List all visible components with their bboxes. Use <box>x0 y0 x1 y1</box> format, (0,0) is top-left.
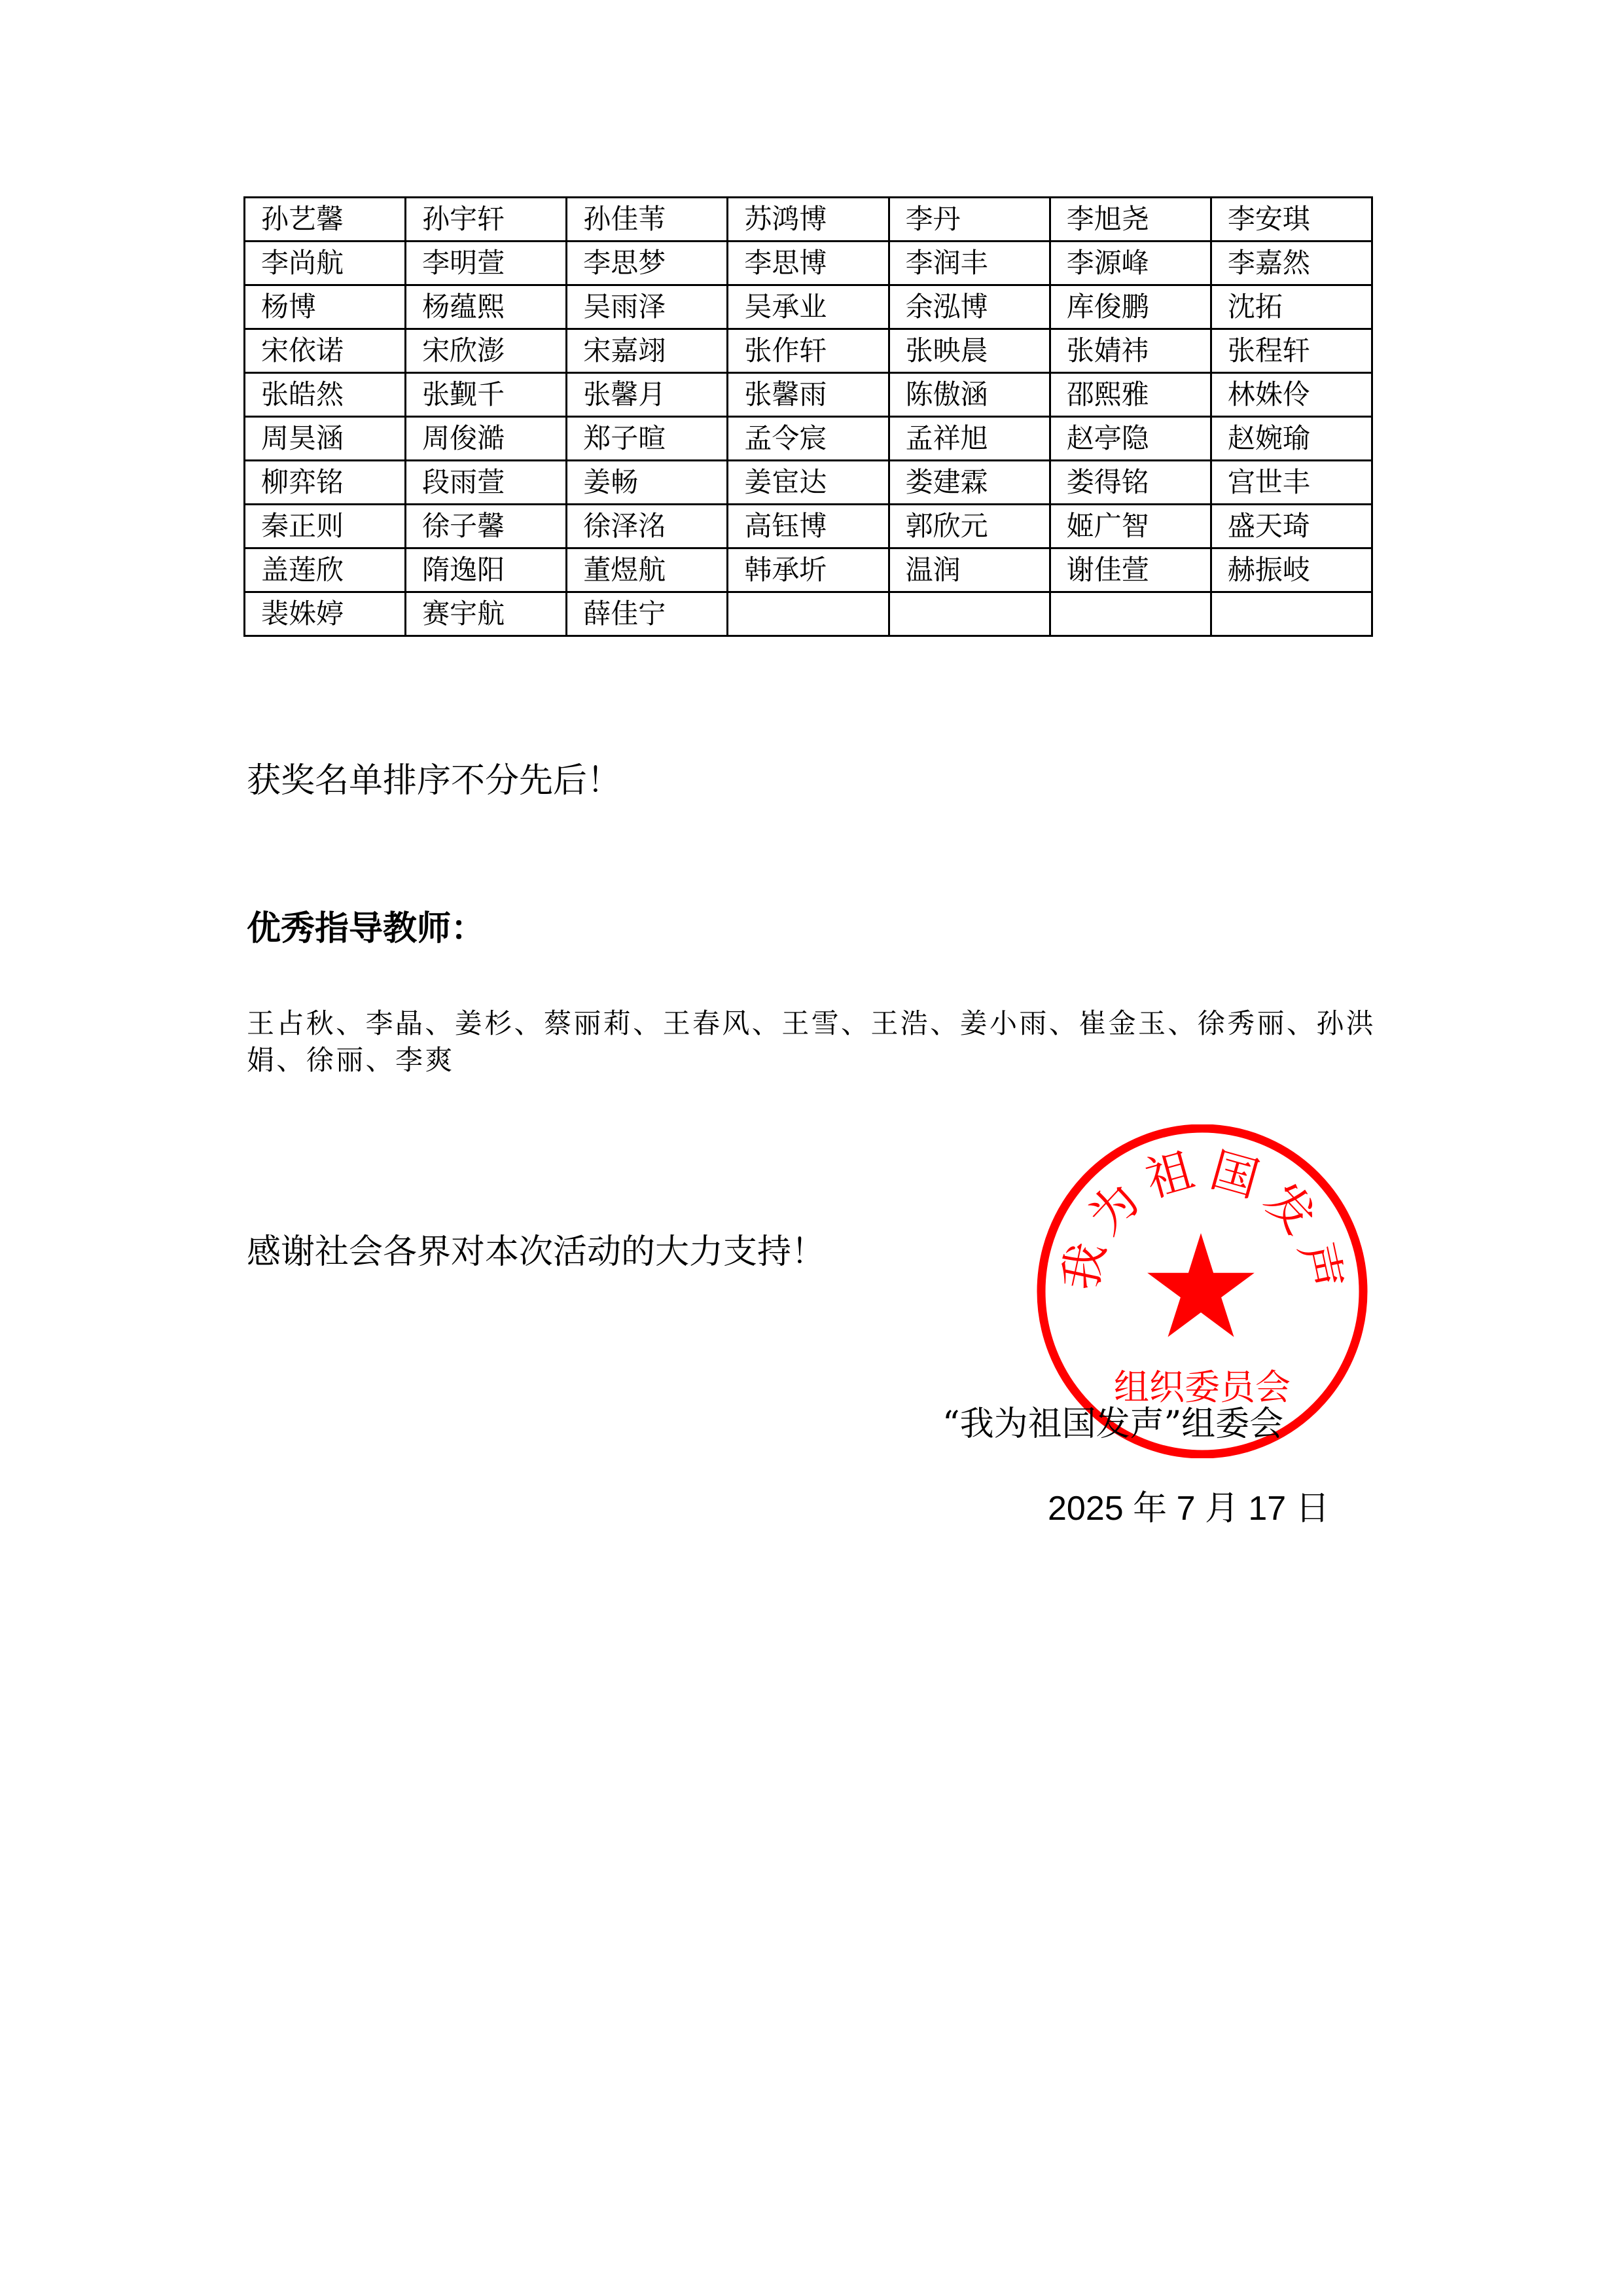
table-cell: 苏鸿博 <box>728 198 889 242</box>
table-cell: 李嘉然 <box>1211 242 1372 285</box>
awards-table <box>243 196 1373 637</box>
table-cell: 李源峰 <box>1050 242 1211 285</box>
notice-text: 获奖名单排序不分先后！ <box>247 761 622 800</box>
table-cell: 裴姝婷 <box>245 592 406 636</box>
table-cell: 隋逸阳 <box>406 548 567 592</box>
table-row <box>245 592 1372 636</box>
table-cell: 赛宇航 <box>406 592 567 636</box>
stamp-arc-char: 祖 <box>1139 1141 1200 1208</box>
table-cell: 张馨月 <box>567 373 728 417</box>
table-cell: 徐子馨 <box>406 505 567 548</box>
table-cell: 宋嘉翊 <box>567 329 728 373</box>
table-cell: 薛佳宁 <box>567 592 728 636</box>
table-cell: 赵婉瑜 <box>1211 417 1372 461</box>
table-cell: 赫振岐 <box>1211 548 1372 592</box>
table-cell: 姬广智 <box>1050 505 1211 548</box>
table-cell: 谢佳萱 <box>1050 548 1211 592</box>
table-cell: 周昊涵 <box>245 417 406 461</box>
table-cell: 姜畅 <box>567 461 728 505</box>
table-cell: 李思博 <box>728 242 889 285</box>
stamp-arc-char: 国 <box>1204 1141 1265 1208</box>
table-cell: 徐泽洺 <box>567 505 728 548</box>
table-row <box>245 417 1372 461</box>
stamp-arc-char: 我 <box>1052 1237 1116 1295</box>
table-cell: 孙宇轩 <box>406 198 567 242</box>
table-cell: 库俊鹏 <box>1050 285 1211 329</box>
table-cell: 李尚航 <box>245 242 406 285</box>
organizer-signature: “我为祖国发声”组委会 <box>942 1405 1284 1444</box>
stamp-arc-char: 为 <box>1077 1172 1150 1245</box>
table-cell: 宋欣澎 <box>406 329 567 373</box>
table-cell: 孟令宸 <box>728 417 889 461</box>
table-cell <box>1211 592 1372 636</box>
table-cell: 陈傲涵 <box>889 373 1050 417</box>
teachers-list: 王占秋、李晶、姜杉、蔡丽莉、王春风、王雪、王浩、姜小雨、崔金玉、徐秀丽、孙洪娟、徐丽、李爽 <box>247 1007 1376 1076</box>
table-cell: 张映晨 <box>889 329 1050 373</box>
table-cell: 李丹 <box>889 198 1050 242</box>
table-row <box>245 373 1372 417</box>
table-cell: 张皓然 <box>245 373 406 417</box>
star-icon <box>1147 1233 1255 1337</box>
table-cell: 娄得铭 <box>1050 461 1211 505</box>
table-row <box>245 461 1372 505</box>
table-cell: 李安琪 <box>1211 198 1372 242</box>
table-cell: 赵亭隐 <box>1050 417 1211 461</box>
table-cell: 高钰博 <box>728 505 889 548</box>
table-cell: 吴雨泽 <box>567 285 728 329</box>
stamp-arc-char: 发 <box>1254 1172 1327 1245</box>
table-cell: 柳弈铭 <box>245 461 406 505</box>
table-cell: 姜宦达 <box>728 461 889 505</box>
table-cell: 沈拓 <box>1211 285 1372 329</box>
table-cell: 张婧祎 <box>1050 329 1211 373</box>
table-cell: 孙佳苇 <box>567 198 728 242</box>
table-cell <box>889 592 1050 636</box>
table-cell: 孟祥旭 <box>889 417 1050 461</box>
table-cell: 张程轩 <box>1211 329 1372 373</box>
thanks-text: 感谢社会各界对本次活动的大力支持！ <box>247 1232 826 1272</box>
table-cell: 宫世丰 <box>1211 461 1372 505</box>
table-cell <box>728 592 889 636</box>
table-cell: 周俊澔 <box>406 417 567 461</box>
signature-date: 2025 年 7 月 17 日 <box>1048 1490 1330 1528</box>
table-cell: 杨蕴熙 <box>406 285 567 329</box>
table-cell: 李旭尧 <box>1050 198 1211 242</box>
table-cell: 郭欣元 <box>889 505 1050 548</box>
table-cell: 李明萱 <box>406 242 567 285</box>
table-cell: 郑子暄 <box>567 417 728 461</box>
table-cell: 吴承业 <box>728 285 889 329</box>
table-cell: 杨博 <box>245 285 406 329</box>
table-row <box>245 548 1372 592</box>
table-cell: 董煜航 <box>567 548 728 592</box>
table-row <box>245 242 1372 285</box>
stamp-bottom-text: 组织委员会 <box>1114 1367 1291 1408</box>
table-row <box>245 505 1372 548</box>
table-cell: 林姝伶 <box>1211 373 1372 417</box>
table-cell: 盖莲欣 <box>245 548 406 592</box>
table-cell: 秦正则 <box>245 505 406 548</box>
table-cell: 宋依诺 <box>245 329 406 373</box>
table-cell: 韩承圻 <box>728 548 889 592</box>
table-row <box>245 329 1372 373</box>
table-cell: 孙艺馨 <box>245 198 406 242</box>
table-cell: 余泓博 <box>889 285 1050 329</box>
table-cell: 邵熙雅 <box>1050 373 1211 417</box>
table-cell: 张作轩 <box>728 329 889 373</box>
table-row <box>245 198 1372 242</box>
table-cell: 娄建霖 <box>889 461 1050 505</box>
table-cell: 张觐千 <box>406 373 567 417</box>
official-stamp <box>1037 1124 1368 1458</box>
table-cell: 盛天琦 <box>1211 505 1372 548</box>
table-cell: 李思梦 <box>567 242 728 285</box>
table-cell: 温润 <box>889 548 1050 592</box>
table-cell <box>1050 592 1211 636</box>
table-cell: 段雨萱 <box>406 461 567 505</box>
teachers-heading: 优秀指导教师： <box>247 909 486 948</box>
table-cell: 李润丰 <box>889 242 1050 285</box>
table-row <box>245 285 1372 329</box>
table-cell: 张馨雨 <box>728 373 889 417</box>
stamp-arc-char: 声 <box>1289 1237 1353 1295</box>
